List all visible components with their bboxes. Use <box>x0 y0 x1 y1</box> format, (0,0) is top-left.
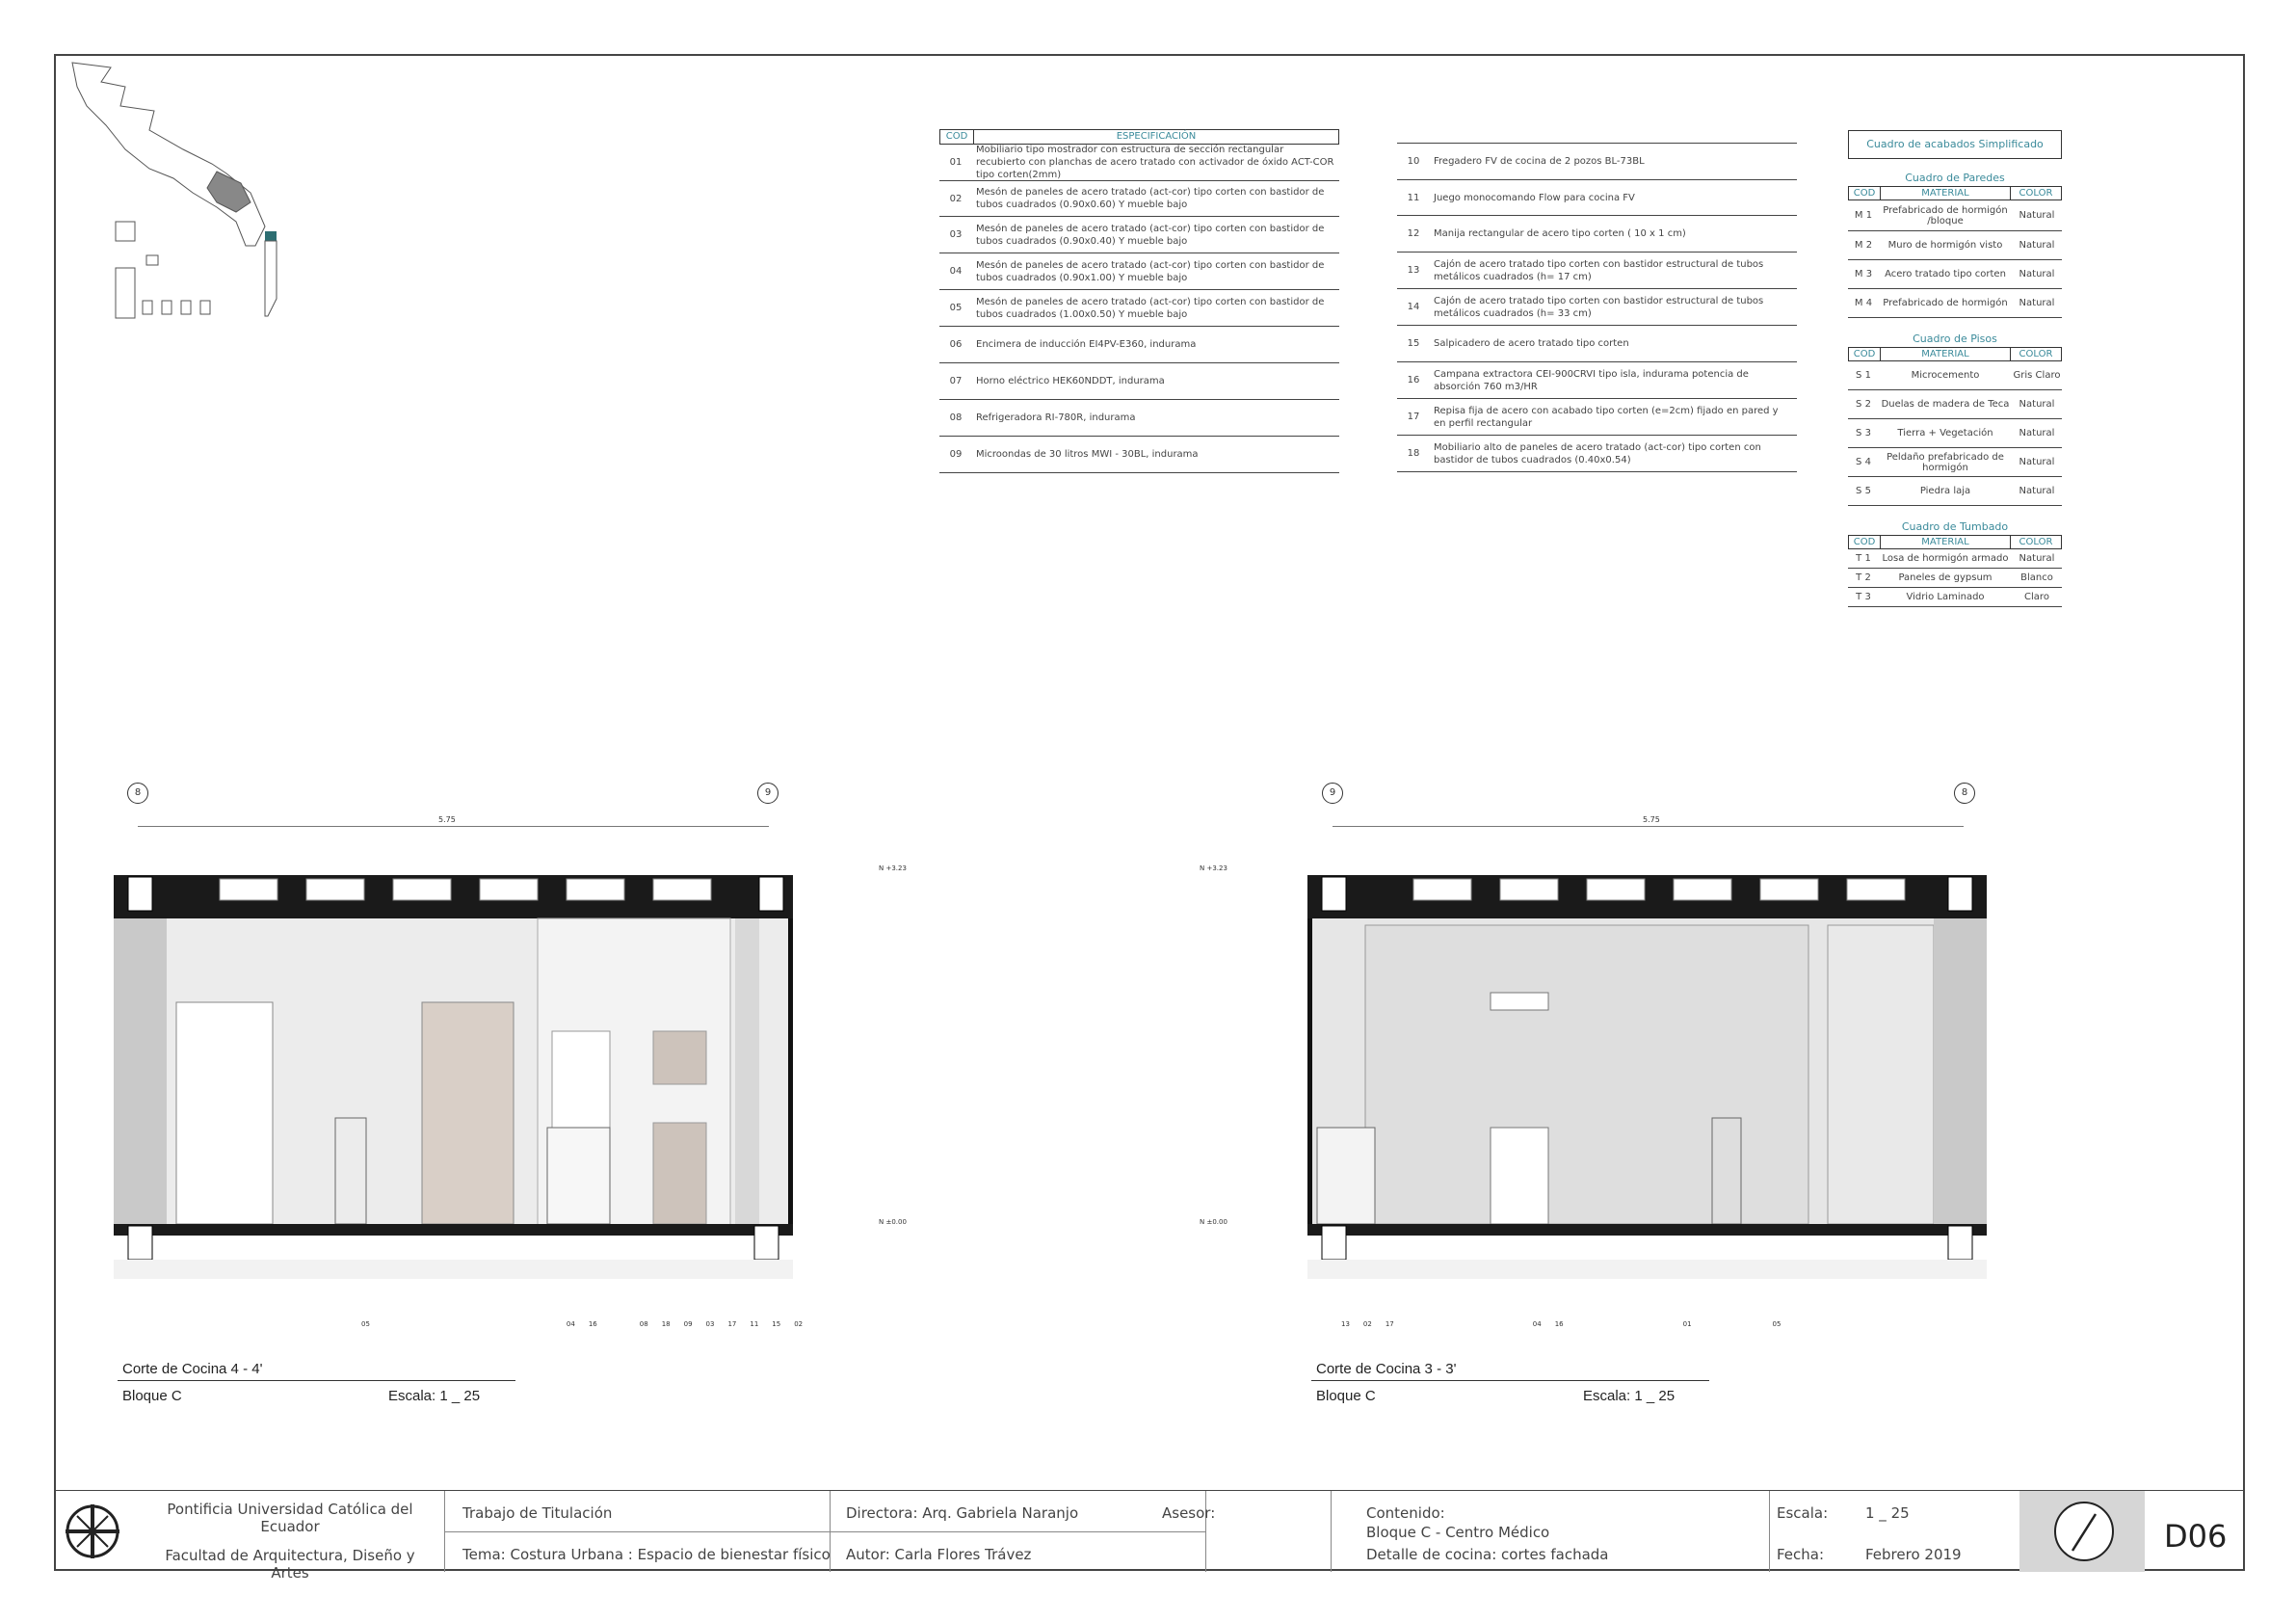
tag: 15 <box>772 1320 781 1328</box>
section-left-block: Bloque C <box>122 1388 182 1404</box>
spec-row <box>939 400 1339 437</box>
spec-row <box>1397 399 1797 436</box>
tag: 18 <box>661 1320 671 1328</box>
row-cod: M 3 <box>1854 269 1873 279</box>
spec-header-spec: ESPECIFICACIÓN <box>1116 131 1197 142</box>
caption-underline <box>1311 1380 1709 1381</box>
floors-row <box>1848 361 2062 390</box>
row-cod: T 3 <box>1856 592 1871 602</box>
row-cod: M 4 <box>1854 298 1873 308</box>
tag: 09 <box>683 1320 693 1328</box>
walls-title: Cuadro de Paredes <box>1905 172 2005 184</box>
spec-cod: 17 <box>1407 412 1420 422</box>
ceilings-row <box>1848 588 2062 607</box>
tag: 05 <box>1772 1320 1781 1328</box>
spec-text: Cajón de acero tratado tipo corten con bastidor estructural de tubos metálicos cuadrados (h= 33 cm) <box>1434 295 1764 319</box>
dimension-span <box>1333 826 1964 827</box>
spec-text: Repisa fija de acero con acabado tipo corten (e=2cm) fijado en pared y en perfil rectangular <box>1434 405 1779 429</box>
row-material: Prefabricado de hormigón /bloque <box>1883 204 2008 226</box>
col-material: MATERIAL <box>1881 187 2011 199</box>
col-material: MATERIAL <box>1881 348 2011 360</box>
level-bottom-label: N ±0.00 <box>1200 1218 1227 1226</box>
row-color: Claro <box>2024 592 2049 602</box>
row-color: Natural <box>2019 210 2055 221</box>
spec-cod: 08 <box>949 412 963 423</box>
spec-cod: 07 <box>949 376 963 386</box>
spec-row <box>939 181 1339 217</box>
spec-cod: 01 <box>949 157 963 168</box>
tag: 01 <box>1682 1320 1692 1328</box>
spec-text: Fregadero FV de cocina de 2 pozos BL-73BL <box>1434 156 1645 167</box>
spec-row <box>939 217 1339 253</box>
author: Autor: Carla Flores Trávez <box>846 1546 1032 1563</box>
tag: 11 <box>750 1320 759 1328</box>
spec-table-right <box>1397 129 1797 472</box>
spec-row <box>939 290 1339 327</box>
floors-row <box>1848 477 2062 506</box>
spec-cod: 03 <box>949 229 963 240</box>
work-type: Trabajo de Titulación <box>462 1504 613 1522</box>
row-cod: S 1 <box>1856 370 1871 381</box>
row-material: Losa de hormigón armado <box>1882 553 2009 564</box>
caption-underline <box>118 1380 515 1381</box>
sheet-number: D06 <box>2164 1518 2228 1555</box>
row-color: Natural <box>2019 486 2055 496</box>
spec-row <box>939 437 1339 473</box>
tag: 03 <box>705 1320 715 1328</box>
ceilings-title: Cuadro de Tumbado <box>1901 520 2009 533</box>
row-cod: S 5 <box>1856 486 1871 496</box>
tb-divider <box>444 1531 1205 1532</box>
row-cod: S 2 <box>1856 399 1871 410</box>
section-left-scale: Escala: 1 _ 25 <box>388 1388 481 1404</box>
row-material: Microcemento <box>1911 370 1980 381</box>
spec-row <box>1397 216 1797 253</box>
row-cod: M 1 <box>1854 210 1873 221</box>
spec-row <box>1397 289 1797 326</box>
col-material: MATERIAL <box>1881 536 2011 548</box>
spec-row <box>939 327 1339 363</box>
row-material: Paneles de gypsum <box>1898 572 1993 583</box>
tag: 08 <box>639 1320 648 1328</box>
row-color: Natural <box>2019 457 2055 467</box>
spec-row <box>939 145 1339 181</box>
row-material: Acero tratado tipo corten <box>1885 269 2006 279</box>
row-color: Natural <box>2019 298 2055 308</box>
walls-row <box>1848 289 2062 318</box>
floors-row <box>1848 448 2062 477</box>
dimension-text: 5.75 <box>1643 815 1660 824</box>
spec-row <box>1397 436 1797 472</box>
spec-text: Mesón de paneles de acero tratado (act-cor) tipo corten con bastidor de tubos cuadrados (0.90x0.40) Y mueble bajo <box>976 223 1325 247</box>
spec-cod: 06 <box>949 339 963 350</box>
spec-cod: 11 <box>1407 192 1420 203</box>
spec-header-cod: COD <box>940 130 974 144</box>
tag: 04 <box>566 1320 575 1328</box>
advisor: Asesor: <box>1162 1504 1216 1522</box>
level-top-label: N +3.23 <box>879 864 907 872</box>
spec-row <box>1397 144 1797 180</box>
row-cod: M 2 <box>1854 240 1873 251</box>
tag: 04 <box>1532 1320 1542 1328</box>
spec-text: Mesón de paneles de acero tratado (act-cor) tipo corten con bastidor de tubos cuadrados (0.90x0.60) Y mueble bajo <box>976 187 1325 210</box>
spec-text: Cajón de acero tratado tipo corten con bastidor estructural de tubos metálicos cuadrados (h= 17 cm) <box>1434 258 1764 282</box>
spec-text: Campana extractora CEI-900CRVI tipo isla, indurama potencia de absorción 760 m3/HR <box>1434 368 1749 392</box>
col-color: COLOR <box>2019 188 2053 199</box>
row-color: Natural <box>2019 399 2055 410</box>
spec-table-left <box>939 129 1339 473</box>
col-cod: COD <box>1849 348 1881 360</box>
spec-row <box>1397 180 1797 216</box>
content-label: Contenido: <box>1366 1504 1445 1522</box>
spec-text: Refrigeradora RI-780R, indurama <box>976 412 1136 423</box>
tag: 05 <box>361 1320 370 1328</box>
row-color: Blanco <box>2020 572 2053 583</box>
row-color: Natural <box>2019 240 2055 251</box>
spec-cod: 13 <box>1407 265 1420 276</box>
section-right-name: Corte de Cocina 3 - 3' <box>1316 1361 1457 1377</box>
kitchen-section-left <box>114 867 807 1311</box>
tag: 17 <box>1385 1320 1394 1328</box>
spec-cod: 18 <box>1407 448 1420 459</box>
section-right-scale: Escala: 1 _ 25 <box>1583 1388 1676 1404</box>
spec-text: Encimera de inducción EI4PV-E360, indurama <box>976 339 1197 350</box>
spec-row <box>1397 253 1797 289</box>
spec-text: Juego monocomando Flow para cocina FV <box>1434 192 1635 203</box>
row-material: Peldaño prefabricado de hormigón <box>1887 451 2004 473</box>
university-name: Pontificia Universidad Católica del Ecuador <box>167 1501 413 1535</box>
col-color: COLOR <box>2019 537 2053 547</box>
tag: 16 <box>588 1320 597 1328</box>
spec-cod: 12 <box>1407 228 1420 239</box>
row-material: Muro de hormigón visto <box>1887 240 2003 251</box>
row-material: Tierra + Vegetación <box>1897 428 1993 439</box>
spec-text: Salpicadero de acero tratado tipo corten <box>1434 338 1629 349</box>
walls-row <box>1848 200 2062 231</box>
spec-cod: 16 <box>1407 375 1420 386</box>
scale-value: 1 _ 25 <box>1865 1504 1910 1522</box>
floors-header <box>1848 347 2062 361</box>
spec-text: Horno eléctrico HEK60NDDT, indurama <box>976 376 1165 386</box>
faculty-name: Facultad de Arquitectura, Diseño y Artes <box>165 1547 415 1582</box>
row-color: Natural <box>2019 553 2055 564</box>
work-theme: Tema: Costura Urbana : Espacio de bienestar físico <box>462 1546 831 1563</box>
axis-marker: 8 <box>1954 783 1975 804</box>
ceilings-header <box>1848 535 2062 549</box>
row-cod: S 4 <box>1856 457 1871 467</box>
floors-row <box>1848 390 2062 419</box>
col-color: COLOR <box>2019 349 2053 359</box>
row-color: Natural <box>2019 269 2055 279</box>
walls-header <box>1848 186 2062 200</box>
site-key-plan <box>58 58 308 328</box>
ceilings-row <box>1848 549 2062 569</box>
content-line-2: Detalle de cocina: cortes fachada <box>1366 1546 1609 1563</box>
ceilings-row <box>1848 569 2062 588</box>
spec-cod: 04 <box>949 266 963 277</box>
date-value: Febrero 2019 <box>1865 1546 1962 1563</box>
row-cod: S 3 <box>1856 428 1871 439</box>
spec-text: Mobiliario alto de paneles de acero tratado (act-cor) tipo corten con bastidor de tubos cuadrados (0.40x0.54) <box>1434 441 1761 465</box>
row-material: Duelas de madera de Teca <box>1881 399 2010 410</box>
row-material: Piedra laja <box>1919 486 1971 496</box>
dimension-span <box>138 826 769 827</box>
tag-row-right <box>1341 1320 1781 1328</box>
spec-row <box>1397 362 1797 399</box>
spec-cod: 14 <box>1407 302 1420 312</box>
spec-text: Mesón de paneles de acero tratado (act-cor) tipo corten con bastidor de tubos cuadrados (1.00x0.50) Y mueble bajo <box>976 296 1325 320</box>
spec-row <box>939 253 1339 290</box>
walls-row <box>1848 231 2062 260</box>
row-color: Gris Claro <box>2013 370 2061 381</box>
spec-text: Mobiliario tipo mostrador con estructura de sección rectangular recubierto con planchas de acero tratado con activador de óxido ACT-COR tipo corten(2mm) <box>976 145 1334 180</box>
spec-text: Microondas de 30 litros MWI - 30BL, indurama <box>976 449 1199 460</box>
spec-cod: 05 <box>949 303 963 313</box>
finishes-title: Cuadro de acabados Simplificado <box>1848 130 2062 159</box>
spec-row <box>1397 326 1797 362</box>
tag: 13 <box>1341 1320 1350 1328</box>
scale-label: Escala: <box>1777 1504 1829 1522</box>
title-block <box>54 1490 2245 1582</box>
col-cod: COD <box>1849 187 1881 199</box>
kitchen-section-right <box>1307 867 2001 1311</box>
north-arrow-icon <box>2053 1501 2115 1562</box>
row-material: Prefabricado de hormigón <box>1883 298 2008 308</box>
content-line-1: Bloque C - Centro Médico <box>1366 1524 1550 1541</box>
date-label: Fecha: <box>1777 1546 1825 1563</box>
spec-cod: 02 <box>949 193 963 204</box>
level-top-label: N +3.23 <box>1200 864 1227 872</box>
row-material: Vidrio Laminado <box>1906 592 1985 602</box>
spec-text: Manija rectangular de acero tipo corten ( 10 x 1 cm) <box>1434 228 1686 239</box>
dimension-text: 5.75 <box>438 815 456 824</box>
section-right-block: Bloque C <box>1316 1388 1376 1404</box>
axis-marker: 8 <box>127 783 148 804</box>
university-logo-icon <box>64 1502 121 1560</box>
floors-title: Cuadro de Pisos <box>1913 332 1997 345</box>
tag: 02 <box>1362 1320 1372 1328</box>
row-cod: T 2 <box>1856 572 1871 583</box>
level-bottom-label: N ±0.00 <box>879 1218 907 1226</box>
spec-cod: 15 <box>1407 338 1420 349</box>
floors-row <box>1848 419 2062 448</box>
spec-cod: 10 <box>1407 156 1420 167</box>
director: Directora: Arq. Gabriela Naranjo <box>846 1504 1079 1522</box>
tag: 17 <box>727 1320 737 1328</box>
tag: 02 <box>794 1320 804 1328</box>
finishes-table <box>1848 130 2062 607</box>
walls-row <box>1848 260 2062 289</box>
spec-cod: 09 <box>949 449 963 460</box>
row-color: Natural <box>2019 428 2055 439</box>
col-cod: COD <box>1849 536 1881 548</box>
spec-row <box>939 363 1339 400</box>
tag: 16 <box>1554 1320 1564 1328</box>
axis-marker: 9 <box>757 783 779 804</box>
section-left-name: Corte de Cocina 4 - 4' <box>122 1361 263 1377</box>
spec-text: Mesón de paneles de acero tratado (act-cor) tipo corten con bastidor de tubos cuadrados (0.90x1.00) Y mueble bajo <box>976 259 1325 283</box>
tag-row-left <box>361 1320 803 1328</box>
axis-marker: 9 <box>1322 783 1343 804</box>
row-cod: T 1 <box>1856 553 1871 564</box>
